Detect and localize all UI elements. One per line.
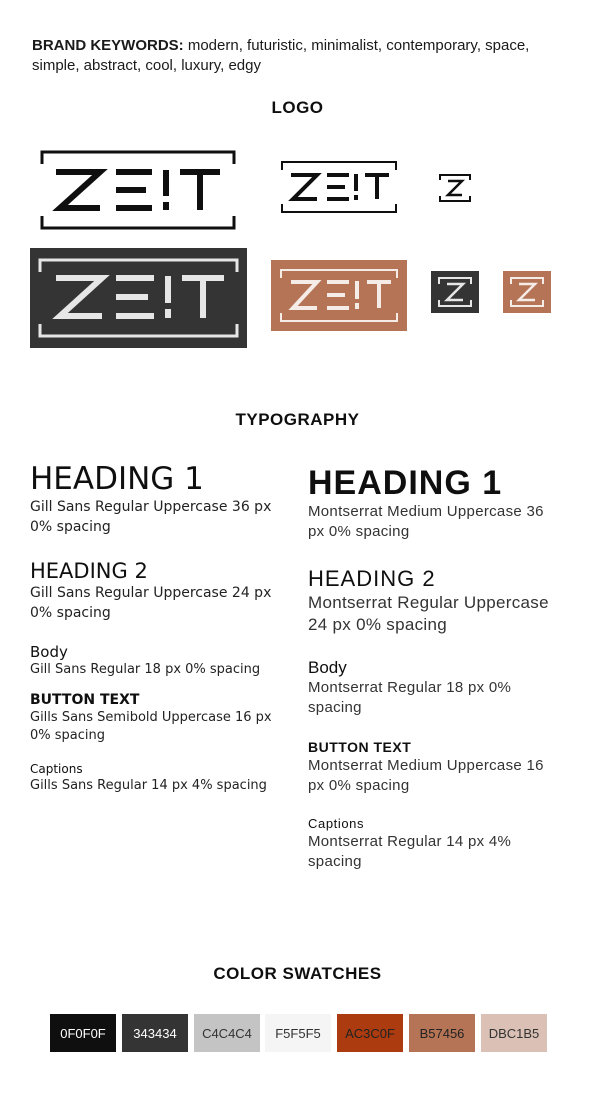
montserrat-button-text-sample: BUTTON TEXT bbox=[308, 739, 412, 755]
logo-monogram-black bbox=[439, 174, 471, 202]
brand-keywords-label: BRAND KEYWORDS: bbox=[32, 37, 184, 54]
swatch-hex-label: F5F5F5 bbox=[275, 1025, 321, 1041]
montserrat-body-desc: Montserrat Regular 18 px 0% spacing bbox=[308, 679, 512, 716]
gill-heading-2-sample: HEADING 2 bbox=[30, 559, 148, 583]
swatch-hex-label: DBC1B5 bbox=[488, 1025, 540, 1041]
logo-large-dark bbox=[30, 248, 247, 348]
typography-montserrat-column bbox=[308, 464, 570, 872]
logo-medium-brown bbox=[271, 260, 407, 331]
gill-heading-1-desc: Gill Sans Regular Uppercase 36 px 0% spacing bbox=[30, 499, 272, 535]
gill-caption-desc: Gills Sans Regular 14 px 4% spacing bbox=[30, 778, 267, 793]
gill-body-sample: Body bbox=[30, 643, 68, 661]
swatch-dbc1b5 bbox=[481, 1014, 547, 1052]
swatch-0f0f0f bbox=[50, 1014, 116, 1052]
swatch-b57456 bbox=[409, 1014, 475, 1052]
swatch-343434 bbox=[122, 1014, 188, 1052]
swatch-c4c4c4 bbox=[194, 1014, 260, 1052]
gill-heading-1-sample: HEADING 1 bbox=[30, 461, 204, 497]
swatch-ac3c0f bbox=[337, 1014, 403, 1052]
logo-monogram-brown bbox=[503, 271, 551, 313]
gill-caption-sample: Captions bbox=[30, 762, 83, 776]
swatch-f5f5f5 bbox=[265, 1014, 331, 1052]
gill-button-text-sample: BUTTON TEXT bbox=[30, 692, 140, 708]
montserrat-caption-sample: Captions bbox=[308, 816, 365, 831]
logo-section-title: LOGO bbox=[271, 98, 324, 117]
swatch-hex-label: AC3C0F bbox=[345, 1025, 395, 1041]
montserrat-body-sample: Body bbox=[308, 658, 347, 677]
brand-keywords bbox=[32, 36, 572, 76]
logo-medium-black bbox=[281, 161, 397, 213]
gill-heading-2-desc: Gill Sans Regular Uppercase 24 px 0% spacing bbox=[30, 585, 272, 621]
montserrat-heading-1-sample: HEADING 1 bbox=[308, 464, 503, 502]
montserrat-heading-1-desc: Montserrat Medium Uppercase 36 px 0% spacing bbox=[308, 503, 544, 540]
montserrat-button-text-desc: Montserrat Medium Uppercase 16 px 0% spacing bbox=[308, 757, 544, 794]
swatch-hex-label: C4C4C4 bbox=[202, 1025, 252, 1041]
swatch-hex-label: B57456 bbox=[419, 1025, 465, 1041]
swatch-hex-label: 343434 bbox=[133, 1025, 177, 1041]
swatch-hex-label: 0F0F0F bbox=[60, 1025, 106, 1041]
montserrat-heading-2-sample: HEADING 2 bbox=[308, 566, 436, 591]
color-swatches-title: COLOR SWATCHES bbox=[213, 964, 382, 983]
montserrat-caption-desc: Montserrat Regular 14 px 4% spacing bbox=[308, 833, 512, 870]
gill-body-desc: Gill Sans Regular 18 px 0% spacing bbox=[30, 662, 261, 677]
typography-gill-column bbox=[30, 462, 300, 795]
brand-keywords-text: modern, futuristic, minimalist, contemporary, space, simple, abstract, cool, luxury, edgy bbox=[32, 37, 530, 74]
typography-section-title: TYPOGRAPHY bbox=[235, 410, 360, 429]
logo-large-black bbox=[40, 150, 236, 230]
montserrat-heading-2-desc: Montserrat Regular Uppercase 24 px 0% spacing bbox=[308, 593, 549, 634]
logo-monogram-dark bbox=[431, 271, 479, 313]
gill-button-text-desc: Gills Sans Semibold Uppercase 16 px 0% spacing bbox=[30, 710, 272, 743]
